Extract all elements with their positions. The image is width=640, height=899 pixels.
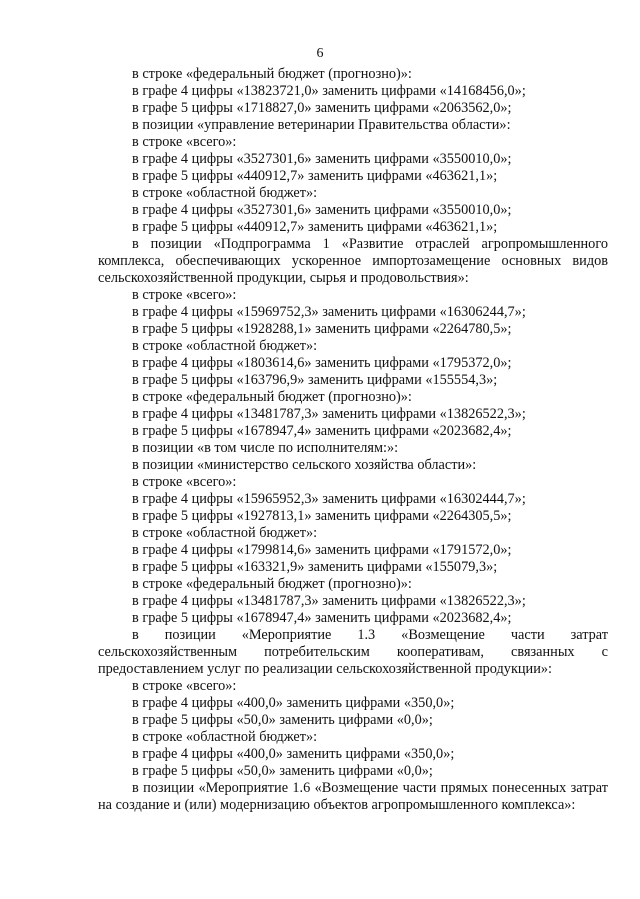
text-line: в строке «областной бюджет»: <box>132 525 318 541</box>
text-line: в графе 4 цифры «3527301,6» заменить цифрами «3550010,0»; <box>132 202 512 218</box>
document-body <box>98 66 608 814</box>
text-line: в графе 4 цифры «400,0» заменить цифрами «350,0»; <box>132 695 455 711</box>
text-line: в графе 4 цифры «13481787,3» заменить цифрами «13826522,3»; <box>132 593 526 609</box>
text-line: в строке «областной бюджет»: <box>132 729 318 745</box>
text-line: в графе 5 цифры «163321,9» заменить цифрами «155079,3»; <box>132 559 498 575</box>
text-paragraph: в позиции «Мероприятие 1.6 «Возмещение части прямых понесенных затрат на создание и (или) модернизацию объектов агропромышленного комплекса»: <box>98 780 608 813</box>
text-line: в графе 4 цифры «15969752,3» заменить цифрами «16306244,7»; <box>132 304 526 320</box>
text-line: в графе 5 цифры «1678947,4» заменить цифрами «2023682,4»; <box>132 423 512 439</box>
text-line: в графе 4 цифры «400,0» заменить цифрами «350,0»; <box>132 746 455 762</box>
text-line: в позиции «министерство сельского хозяйства области»: <box>132 457 477 473</box>
text-line: в графе 5 цифры «440912,7» заменить цифрами «463621,1»; <box>132 219 498 235</box>
text-line: в строке «всего»: <box>132 287 237 303</box>
text-line: в графе 5 цифры «1928288,1» заменить цифрами «2264780,5»; <box>132 321 512 337</box>
text-line: в строке «областной бюджет»: <box>132 185 318 201</box>
text-line: в позиции «управление ветеринарии Правительства области»: <box>132 117 511 133</box>
text-line: в графе 4 цифры «3527301,6» заменить цифрами «3550010,0»; <box>132 151 512 167</box>
text-line: в графе 4 цифры «1803614,6» заменить цифрами «1795372,0»; <box>132 355 512 371</box>
text-line: в графе 4 цифры «13481787,3» заменить цифрами «13826522,3»; <box>132 406 526 422</box>
page-number: 6 <box>316 46 324 61</box>
text-line: в графе 5 цифры «1927813,1» заменить цифрами «2264305,5»; <box>132 508 512 524</box>
text-paragraph: в позиции «Мероприятие 1.3 «Возмещение части затрат сельскохозяйственным потребительским кооперативам, связанных с предоставлением услуг по реализации сельскохозяйственной продукции»: <box>98 627 608 677</box>
text-line: в строке «федеральный бюджет (прогнозно)»: <box>132 66 412 82</box>
text-line: в строке «всего»: <box>132 678 237 694</box>
text-line: в графе 5 цифры «50,0» заменить цифрами «0,0»; <box>132 763 433 779</box>
text-line: в графе 4 цифры «13823721,0» заменить цифрами «14168456,0»; <box>132 83 526 99</box>
text-line: в строке «всего»: <box>132 474 237 490</box>
text-line: в графе 4 цифры «15965952,3» заменить цифрами «16302444,7»; <box>132 491 526 507</box>
text-line: в строке «федеральный бюджет (прогнозно)»: <box>132 389 412 405</box>
text-paragraph: в позиции «Подпрограмма 1 «Развитие отраслей агропромышленного комплекса, обеспечивающих ускоренное импортозамещение основных видов сельскохозяйственной продукции, сырья и продовольствия»: <box>98 236 608 286</box>
text-line: в графе 5 цифры «1678947,4» заменить цифрами «2023682,4»; <box>132 610 512 626</box>
text-line: в графе 5 цифры «163796,9» заменить цифрами «155554,3»; <box>132 372 498 388</box>
text-line: в графе 4 цифры «1799814,6» заменить цифрами «1791572,0»; <box>132 542 512 558</box>
text-line: в строке «областной бюджет»: <box>132 338 318 354</box>
text-line: в графе 5 цифры «1718827,0» заменить цифрами «2063562,0»; <box>132 100 512 116</box>
text-line: в графе 5 цифры «50,0» заменить цифрами «0,0»; <box>132 712 433 728</box>
text-line: в позиции «в том числе по исполнителям:»: <box>132 440 399 456</box>
text-line: в графе 5 цифры «440912,7» заменить цифрами «463621,1»; <box>132 168 498 184</box>
text-line: в строке «всего»: <box>132 134 237 150</box>
text-line: в строке «федеральный бюджет (прогнозно)»: <box>132 576 412 592</box>
